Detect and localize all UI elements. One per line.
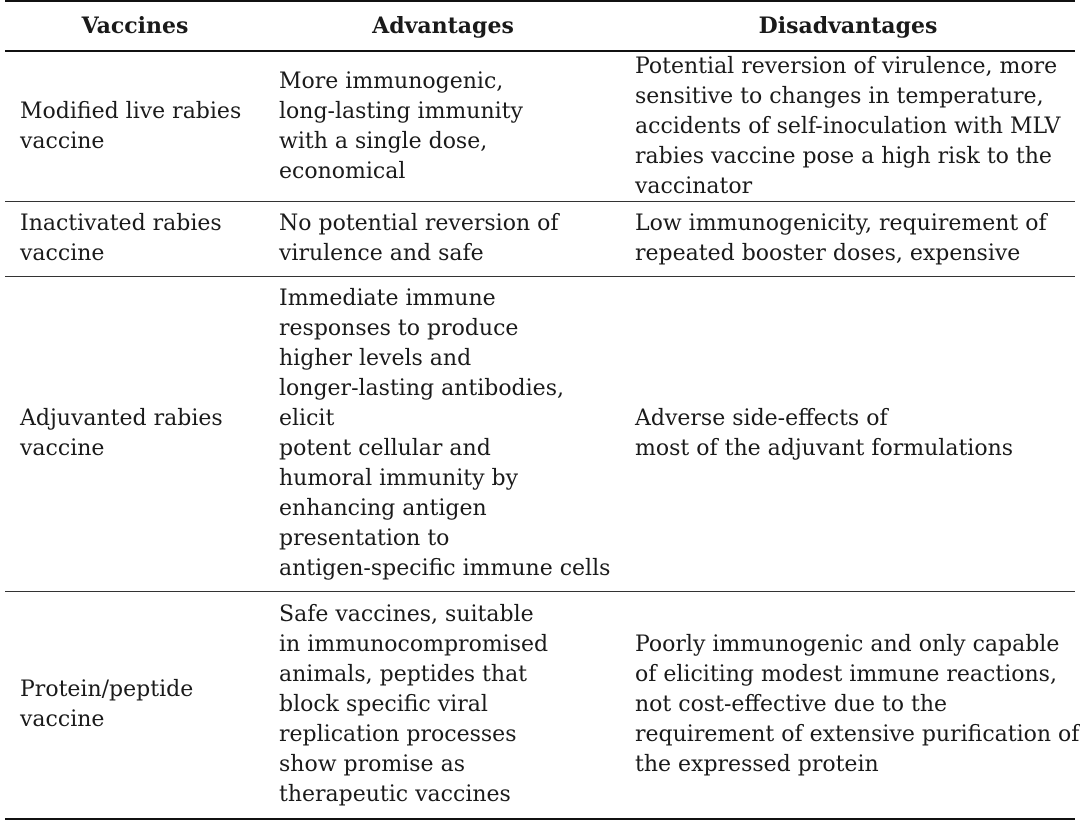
header-vaccines: Vaccines <box>81 13 189 39</box>
cell-line: most of the adjuvant formulations <box>635 436 1014 461</box>
advantages-cell <box>265 209 621 269</box>
cell-line: show promise as <box>279 752 465 777</box>
cell-line: block specific viral <box>279 692 488 717</box>
cell-line: Adverse side-effects of <box>635 406 888 431</box>
cell-line: Protein/peptide <box>20 677 194 702</box>
cell-line: vaccinator <box>635 174 753 199</box>
cell-line: Inactivated rabies <box>20 211 222 236</box>
cell-line: enhancing antigen <box>279 496 487 521</box>
cell-line: Adjuvanted rabies <box>20 406 223 431</box>
cell-line: More immunogenic, <box>279 69 504 94</box>
cell-line: repeated booster doses, expensive <box>635 241 1021 266</box>
vaccine-cell <box>5 404 265 464</box>
cell-line: potent cellular and <box>279 436 491 461</box>
cell-line: No potential reversion of <box>279 211 559 236</box>
cell-line: Low immunogenicity, requirement of <box>635 211 1047 236</box>
advantages-cell <box>265 284 621 584</box>
header-disadvantages: Disadvantages <box>758 13 938 39</box>
cell-line: longer-lasting antibodies, <box>279 376 564 401</box>
cell-line: with a single dose, <box>279 129 488 154</box>
vaccine-cell <box>5 97 265 157</box>
cell-line: therapeutic vaccines <box>279 782 511 807</box>
cell-line: animals, peptides that <box>279 662 528 687</box>
table-row <box>5 277 1075 592</box>
cell-line: economical <box>279 159 406 184</box>
cell-line: responses to produce <box>279 316 519 341</box>
cell-line: replication processes <box>279 722 517 747</box>
disadvantages-cell <box>621 630 1080 780</box>
table-row <box>5 202 1075 277</box>
cell-line: accidents of self-inoculation with MLV <box>635 114 1061 139</box>
cell-line: vaccine <box>20 129 105 154</box>
cell-line: in immunocompromised <box>279 632 549 657</box>
cell-line: Potential reversion of virulence, more <box>635 54 1058 79</box>
cell-line: higher levels and <box>279 346 472 371</box>
cell-line: the expressed protein <box>635 752 879 777</box>
disadvantages-cell <box>621 209 1075 269</box>
cell-line: elicit <box>279 406 335 431</box>
cell-line: Modified live rabies <box>20 99 242 124</box>
header-advantages: Advantages <box>372 13 514 39</box>
vaccine-cell <box>5 209 265 269</box>
cell-line: humoral immunity by <box>279 466 519 491</box>
cell-line: Safe vaccines, suitable <box>279 602 534 627</box>
cell-line: of eliciting modest immune reactions, <box>635 662 1057 687</box>
cell-line: vaccine <box>20 241 105 266</box>
disadvantages-cell <box>621 52 1075 202</box>
advantages-cell <box>265 67 621 187</box>
cell-line: vaccine <box>20 436 105 461</box>
table-header-row <box>5 0 1075 52</box>
cell-line: Poorly immunogenic and only capable <box>635 632 1060 657</box>
cell-line: not cost-effective due to the <box>635 692 948 717</box>
cell-line: Immediate immune <box>279 286 496 311</box>
cell-line: rabies vaccine pose a high risk to the <box>635 144 1052 169</box>
table-row <box>5 592 1080 820</box>
vaccine-comparison-table <box>5 0 1080 820</box>
cell-line: virulence and safe <box>279 241 484 266</box>
advantages-cell <box>265 600 621 810</box>
cell-line: long-lasting immunity <box>279 99 523 124</box>
vaccine-cell <box>5 675 265 735</box>
cell-line: vaccine <box>20 707 105 732</box>
cell-line: presentation to <box>279 526 450 551</box>
disadvantages-cell <box>621 404 1075 464</box>
cell-line: sensitive to changes in temperature, <box>635 84 1044 109</box>
table-row <box>5 52 1075 202</box>
cell-line: antigen-specific immune cells <box>279 556 611 581</box>
cell-line: requirement of extensive purification of <box>635 722 1080 747</box>
